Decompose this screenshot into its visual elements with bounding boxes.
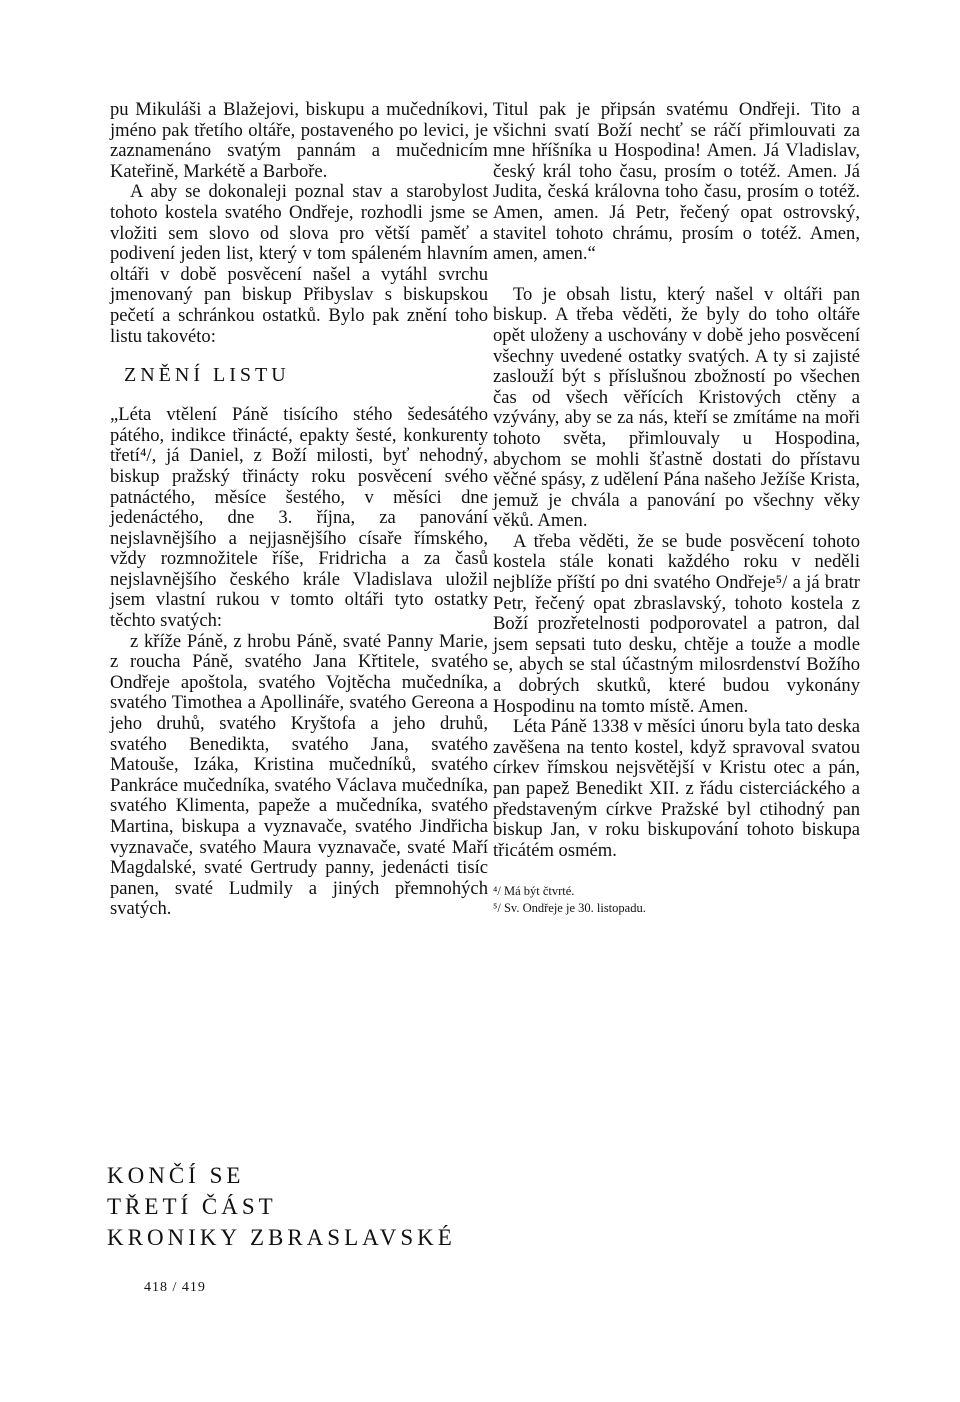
paragraph: „Léta vtělení Páně tisícího stého šedesátého pátého, indikce třinácté, epakty šesté, konkurenty třetí⁴/, já Daniel, z Boží milosti, byť nehodný, biskup pražský třinácty roku posvěcení svého patnáctého, měsíce šestého, v měsíci dne jedenáctého, dne 3. října, za panování nejslavnějšího a nejjasnějšího císaře římského, vždy rozmnožitele říše, Fridricha a za časů nejslavnějšího českého krále Vladislava uložil jsem vlastní rukou v tomto oltáři tyto ostatky těchto svatých:	[110, 404, 488, 632]
footnotes	[493, 883, 860, 917]
closing-title	[107, 1160, 456, 1253]
closing-line: KONČÍ SE	[107, 1163, 245, 1188]
section-heading: ZNĚNÍ LISTU	[124, 364, 290, 387]
left-column	[110, 100, 488, 920]
paragraph: pu Mikuláši a Blažejovi, biskupu a mučedníkovi, jméno pak třetího oltáře, postaveného po levici, je zaznamenáno svatým pannám a mučednicím Kateřině, Markétě a Barboře.	[110, 99, 488, 182]
page-number: 418 / 419	[144, 1280, 206, 1295]
paragraph: Léta Páně 1338 v měsíci únoru byla tato deska zavěšena na tento kostel, když spravoval svatou církev římskou nejsvětější v Kristu otec a pán, pan papež Benedikt XII. z řádu cisterciáckého a představeným církve Pražské byl ctihodný pan biskup Jan, v roku biskupování tohoto biskupa třicátém osmém.	[493, 716, 860, 861]
paragraph: To je obsah listu, který našel v oltáři pan biskup. A třeba věděti, že byly do toho oltáře opět uloženy a uschovány v době jeho posvěcení všechny uvedené ostatky svatých. A ty si zajisté zaslouží být s příslušnou zbožností po všechen čas od všech věřících Kristových ctěny a vzývány, aby se za nás, kteří se zmítáme na moři tohoto světa, přimlouvaly u Hospodina, abychom se mohli šťastně dostati do přístavu věčné spásy, z udělení Pána našeho Ježíše Krista, jemuž je chvála a panování po všechny věky věků. Amen.	[493, 283, 860, 532]
closing-line: KRONIKY ZBRASLAVSKÉ	[107, 1225, 456, 1250]
footnote: ⁴/ Má být čtvrté.	[493, 884, 575, 899]
paragraph: A třeba věděti, že se bude posvěcení tohoto kostela stále konati každého roku v neděli nejblíže příští po dni svatého Ondřeje⁵/ a já bratr Petr, řečený opat zbraslavský, tohoto kostela z Boží prozřetelnosti podporovatel a patron, dal jsem sepsati tuto desku, chtěje a touže a modle se, abych se stal účastným milosrdenství Božího a dobrých skutků, které budou vykonány Hospodinu na tomto místě. Amen.	[493, 530, 860, 717]
footnote: ⁵/ Sv. Ondřeje je 30. listopadu.	[493, 901, 646, 916]
closing-line: TŘETÍ ČÁST	[107, 1194, 277, 1219]
paragraph: Titul pak je připsán svatému Ondřeji. Tito a všichni svatí Boží nechť se ráčí přimlouvati za mne hříšníka u Hospodina! Amen. Já Vladislav, český král toho času, prosím o totéž. Amen. Já Judita, česká královna toho času, prosím o totéž. Amen, amen. Já Petr, řečený opat ostrovský, stavitel tohoto chrámu, prosím o totéž. Amen, amen, amen.“	[493, 99, 860, 265]
paragraph: A aby se dokonaleji poznal stav a starobylost tohoto kostela svatého Ondřeje, rozhodli jsme se vložiti sem slovo od slova pro větší paměť a podivení jeden list, který v tom spáleném hlavním oltáři v době posvěcení našel a vytáhl svrchu jmenovaný pan biskup Přibyslav s biskupskou pečetí a schránkou ostatků. Bylo pak znění toho listu takovéto:	[110, 181, 488, 347]
paragraph: z kříže Páně, z hrobu Páně, svaté Panny Marie, z roucha Páně, svatého Jana Křtitele, svatého Ondřeje apoštola, svatého Vojtěcha mučedníka, svatého Timothea a Apollináře, svatého Gereona a jeho druhů, svatého Kryštofa a jeho druhů, svatého Benedikta, svatého Jana, svatého Matouše, Izáka, Kristina mučedníků, svatého Pankráce mučedníka, svatého Václava mučedníka, svatého Klimenta, papeže a mučedníka, svatého Martina, biskupa a vyznavače, svatého Jindřicha vyznavače, svatého Maura vyznavače, svaté Maří Magdalské, svaté Gertrudy panny, jedenácti tisíc panen, svaté Ludmily a jiných přemnohých svatých.	[110, 630, 488, 920]
right-column	[493, 100, 860, 917]
